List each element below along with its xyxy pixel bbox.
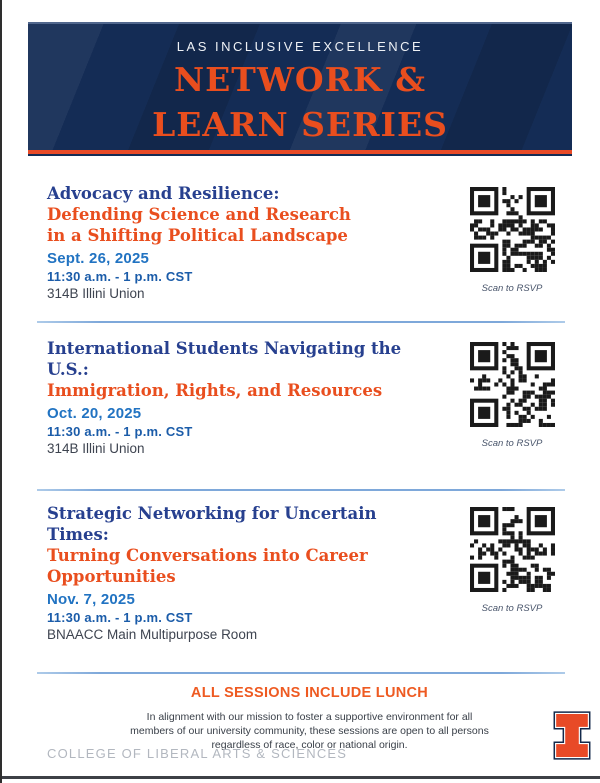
- session-date: Nov. 7, 2025: [47, 591, 136, 608]
- session-title: Strategic Networking for Uncertain Times:: [47, 504, 377, 544]
- session-time: 11:30 a.m. - 1 p.m. CST: [47, 424, 193, 439]
- session-international-students: [47, 323, 572, 458]
- session-subtitle-line: Defending Science and Research: [47, 205, 351, 224]
- session-text-block: [47, 503, 452, 644]
- banner-title-line2: LEARN SERIES: [152, 105, 448, 144]
- session-rsvp-block: [452, 338, 572, 458]
- qr-caption: Scan to RSVP: [481, 438, 543, 449]
- lunch-note: ALL SESSIONS INCLUDE LUNCH: [190, 685, 429, 701]
- session-title: International Students Navigating the U.S.:: [47, 339, 402, 379]
- inclusion-statement-line: In alignment with our mission to foster a supportive environment for all: [146, 711, 473, 723]
- inclusion-statement-line: members of our university community, these sessions are open to all persons: [130, 725, 489, 737]
- inclusion-statement-line: regardless of race, color or national origin.: [211, 739, 408, 751]
- session-time: 11:30 a.m. - 1 p.m. CST: [47, 269, 193, 284]
- qr-caption: Scan to RSVP: [481, 603, 543, 614]
- session-subtitle-line: Opportunities: [47, 567, 176, 586]
- session-rsvp-block: [452, 503, 572, 644]
- qr-code: [470, 342, 555, 427]
- session-subtitle-line: in a Shifting Political Landscape: [47, 226, 348, 245]
- qr-code: [470, 507, 555, 592]
- session-advocacy: [47, 156, 572, 303]
- banner-eyebrow: LAS INCLUSIVE EXCELLENCE: [176, 39, 424, 54]
- college-name: COLLEGE OF LIBERAL ARTS & SCIENCES: [47, 746, 348, 761]
- session-text-block: [47, 183, 452, 303]
- session-time: 11:30 a.m. - 1 p.m. CST: [47, 610, 193, 625]
- session-text-block: [47, 338, 452, 458]
- session-title: Advocacy and Resilience:: [47, 184, 280, 203]
- session-strategic-networking: [47, 491, 572, 644]
- block-i-logo: [553, 711, 591, 760]
- header-banner: [28, 22, 572, 156]
- banner-title-line1: NETWORK &: [173, 60, 427, 99]
- page-bottom-rule: [2, 776, 600, 779]
- banner-background: [28, 22, 572, 150]
- session-date: Sept. 26, 2025: [47, 250, 150, 267]
- session-subtitle-line: Turning Conversations into Career: [47, 546, 368, 565]
- session-subtitle-line: Immigration, Rights, and Resources: [47, 381, 383, 400]
- session-location: BNAACC Main Multipurpose Room: [47, 627, 258, 642]
- session-date: Oct. 20, 2025: [47, 405, 142, 422]
- session-location: 314B Illini Union: [47, 286, 145, 301]
- sessions-list: [47, 156, 572, 752]
- session-location: 314B Illini Union: [47, 441, 145, 456]
- session-rsvp-block: [452, 183, 572, 303]
- qr-code: [470, 187, 555, 272]
- section-divider: [37, 672, 565, 674]
- qr-caption: Scan to RSVP: [481, 283, 543, 294]
